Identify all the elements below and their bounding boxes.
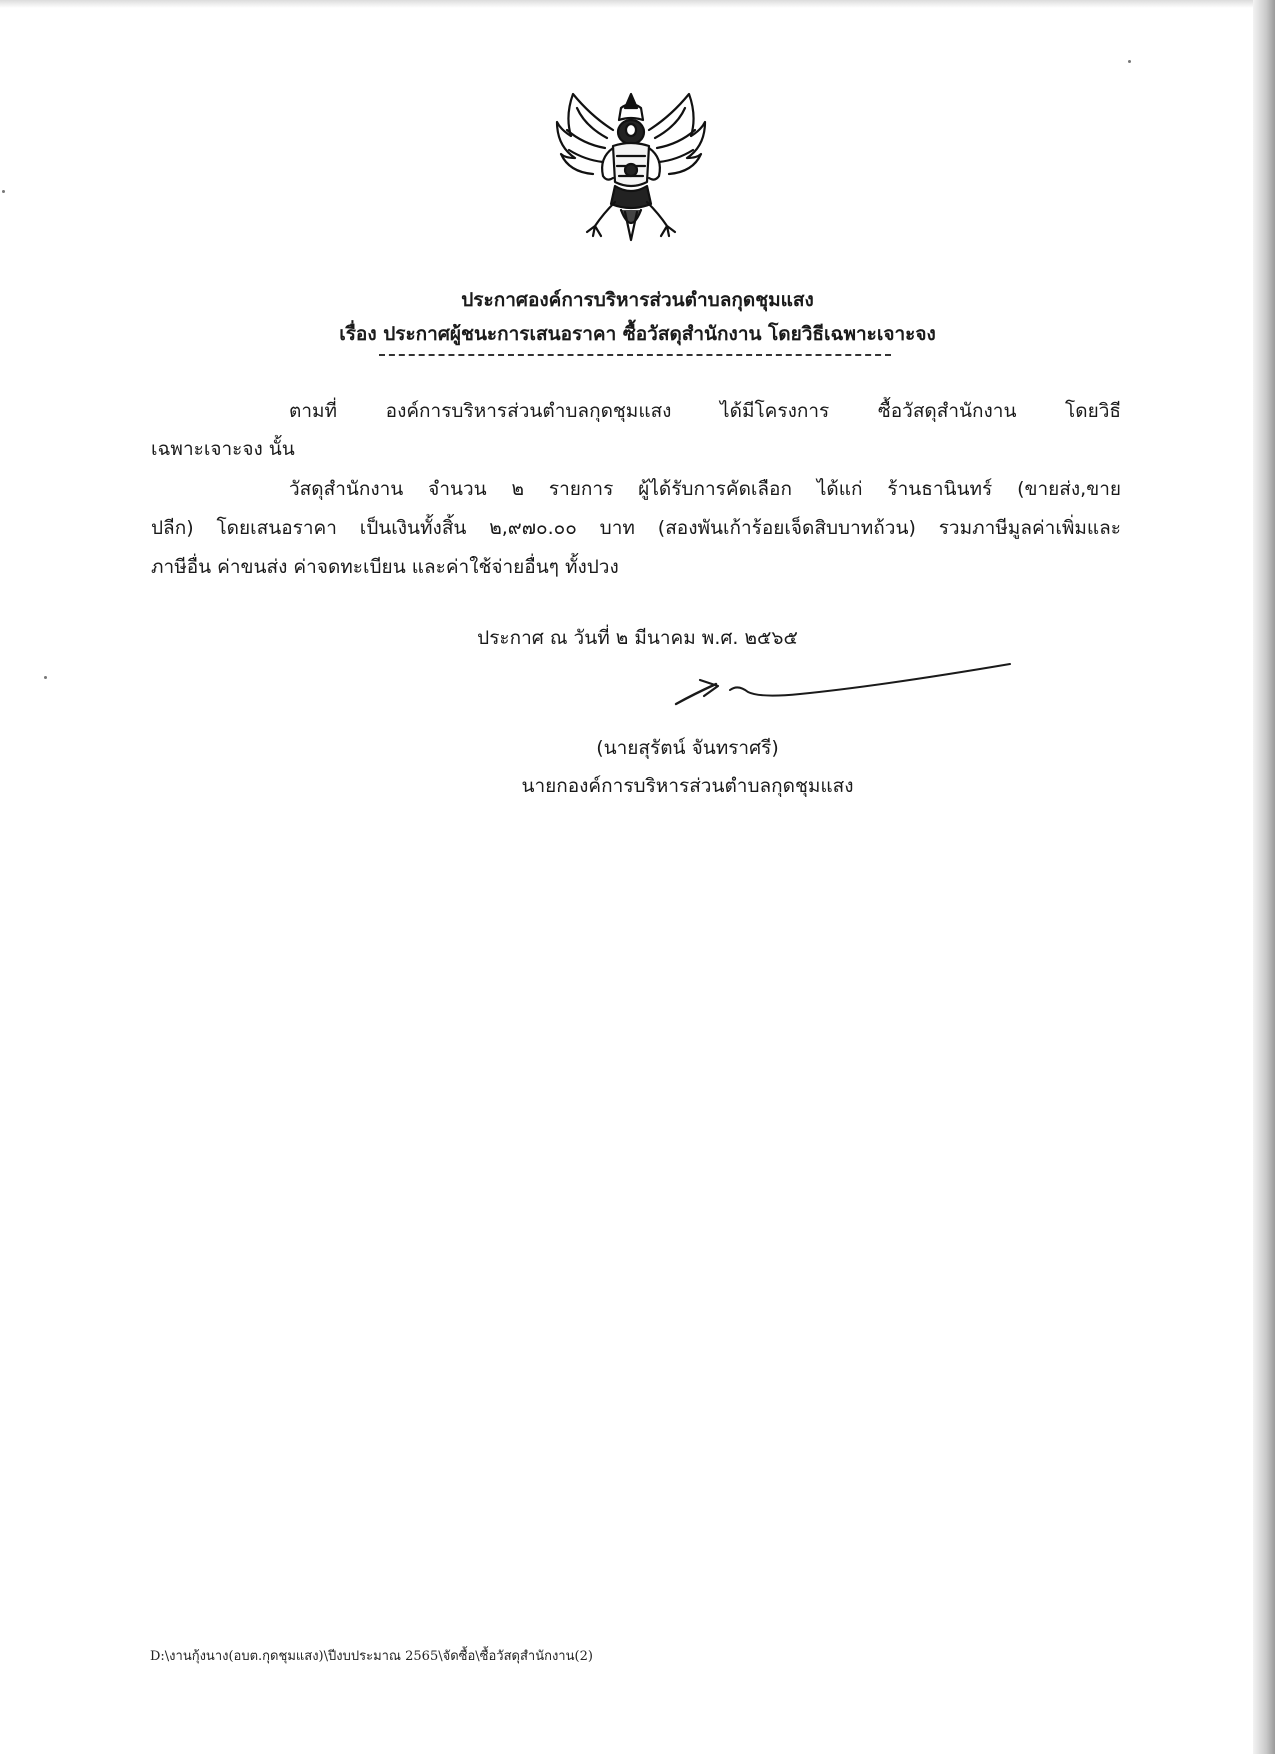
footer-file-path: D:\งานกุ้งนาง(อบต.กุดชุมแสง)\ปีงบประมาณ 2565\จัดซื้อ\ซื้อวัสดุสำนักงาน(2) xyxy=(150,1649,593,1664)
paragraph1-line2: เฉพาะเจาะจง นั้น xyxy=(151,438,295,460)
paragraph1-line1: ตามที่ องค์การบริหารส่วนตำบลกุดชุมแสง ได้มีโครงการ ซื้อวัสดุสำนักงาน โดยวิธี xyxy=(289,400,1121,422)
signer-title: นายกองค์การบริหารส่วนตำบลกุดชุมแสง xyxy=(521,775,854,797)
signer-name: (นายสุรัตน์ จันทราศรี) xyxy=(596,737,779,759)
announcement-date: ประกาศ ณ วันที่ ๒ มีนาคม พ.ศ. ๒๕๖๕ xyxy=(477,627,798,649)
scan-right-edge xyxy=(1253,0,1275,1754)
scan-top-edge xyxy=(0,0,1275,8)
scan-speck xyxy=(1128,60,1131,63)
announcement-subject: เรื่อง ประกาศผู้ชนะการเสนอราคา ซื้อวัสดุสำนักงาน โดยวิธีเฉพาะเจาะจง xyxy=(339,323,936,345)
garuda-emblem-icon xyxy=(551,86,711,246)
paragraph2-line2: ปลีก) โดยเสนอราคา เป็นเงินทั้งสิ้น ๒,๙๗๐.๐๐ บาท (สองพันเก้าร้อยเจ็ดสิบบาทถ้วน) รวมภาษีมูลค่าเพิ่มและ xyxy=(151,517,1121,539)
handwritten-signature-icon xyxy=(660,650,1020,720)
paragraph2-line1: วัสดุสำนักงาน จำนวน ๒ รายการ ผู้ได้รับการคัดเลือก ได้แก่ ร้านธานินทร์ (ขายส่ง,ขาย xyxy=(289,478,1121,500)
scan-speck xyxy=(2,190,5,193)
paragraph2-line3: ภาษีอื่น ค่าขนส่ง ค่าจดทะเบียน และค่าใช้จ่ายอื่นๆ ทั้งปวง xyxy=(151,556,619,578)
announcement-heading: ประกาศองค์การบริหารส่วนตำบลกุดชุมแสง xyxy=(461,289,814,311)
separator-rule xyxy=(379,354,891,356)
scan-speck xyxy=(44,676,47,679)
